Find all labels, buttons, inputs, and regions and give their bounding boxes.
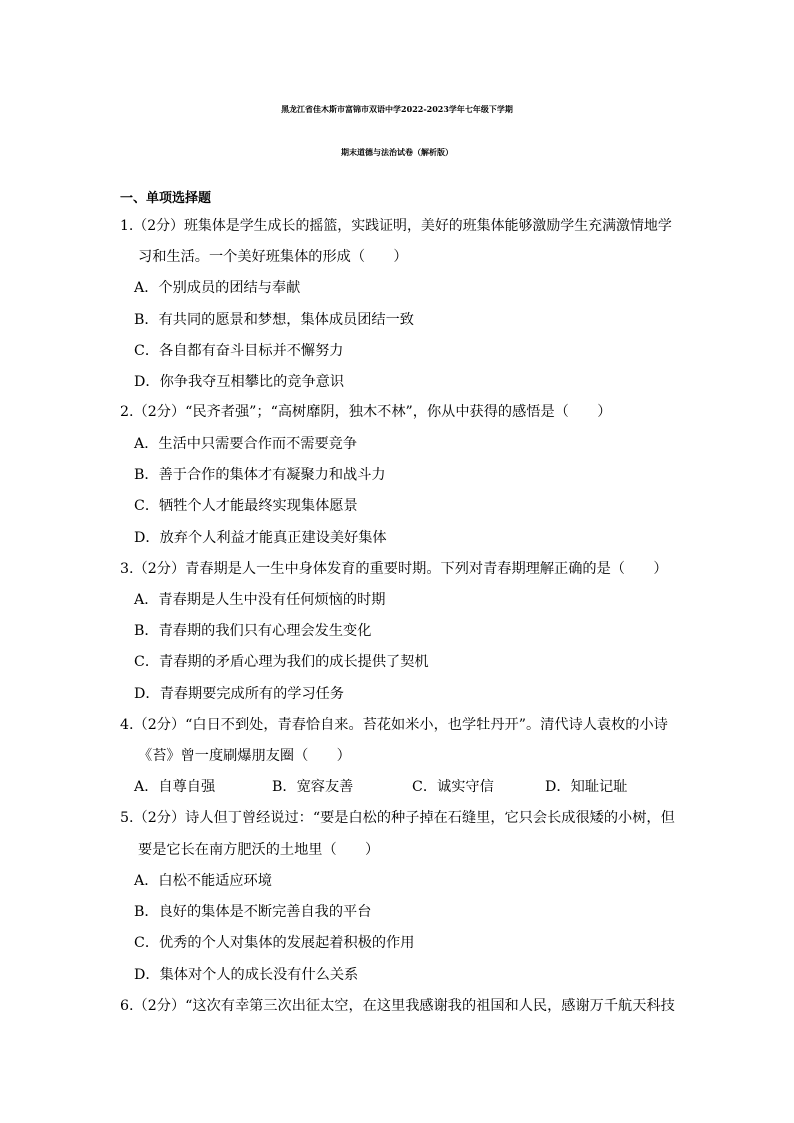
question-5-option-a: A．白松不能适应环境 (134, 873, 272, 889)
question-1-option-a: A．个别成员的团结与奉献 (134, 280, 301, 296)
question-3-stem: 3.（2分）青春期是人一生中身体发育的重要时期。下列对青春期理解正确的是（ ） (120, 561, 668, 577)
question-4-stem-continued: 《苔》曾一度刷爆朋友圈（ ） (138, 748, 351, 764)
question-5-option-c: C．优秀的个人对集体的发展起着积极的作用 (134, 935, 415, 951)
question-4-option-d: D．知耻记耻 (545, 779, 628, 795)
question-5-option-b: B．良好的集体是不断完善自我的平台 (134, 904, 372, 920)
question-2-stem: 2.（2分）“民齐者强”；“高树靡阴，独木不林”，你从中获得的感悟是（ ） (120, 404, 612, 420)
section-heading: 一、单项选择题 (120, 191, 212, 206)
question-5-stem-continued: 要是它长在南方肥沃的土地里（ ） (138, 842, 380, 858)
question-2-option-c: C．牺牲个人才能最终实现集体愿景 (134, 498, 358, 514)
exam-title-line-2: 期末道德与法治试卷（解析版） (341, 147, 453, 157)
question-1-stem: 1.（2分）班集体是学生成长的摇篮，实践证明，美好的班集体能够激励学生充满激情地学 (120, 218, 672, 234)
question-4-option-a: A．自尊自强 (134, 779, 216, 795)
question-1-option-b: B．有共同的愿景和梦想，集体成员团结一致 (134, 312, 414, 328)
question-2-option-a: A．生活中只需要合作而不需要竞争 (134, 436, 358, 452)
question-1-option-c: C．各自都有奋斗目标并不懈努力 (134, 343, 344, 359)
question-4-stem: 4.（2分）“白日不到处，青春恰自来。苔花如米小，也学牡丹开”。清代诗人袁枚的小诗 (120, 717, 668, 733)
question-1-stem-continued: 习和生活。一个美好班集体的形成（ ） (138, 249, 408, 265)
question-4-options-row (134, 777, 674, 797)
question-2-option-b: B．善于合作的集体才有凝聚力和战斗力 (134, 467, 386, 483)
question-3-option-a: A．青春期是人生中没有任何烦恼的时期 (134, 592, 386, 608)
question-5-stem: 5.（2分）诗人但丁曾经说过：“要是白松的种子掉在石缝里，它只会长成很矮的小树，但 (120, 810, 675, 826)
question-1-option-d: D．你争我夺互相攀比的竞争意识 (134, 374, 345, 390)
question-5-option-d: D．集体对个人的成长没有什么关系 (134, 967, 359, 983)
question-3-option-b: B．青春期的我们只有心理会发生变化 (134, 623, 372, 639)
question-6-stem: 6.（2分）“这次有幸第三次出征太空，在这里我感谢我的祖国和人民，感谢万千航天科技 (120, 998, 675, 1014)
question-2-option-d: D．放弃个人利益才能真正建设美好集体 (134, 530, 387, 546)
question-4-option-c: C．诚实守信 (412, 779, 494, 795)
exam-title-line-1: 黑龙江省佳木斯市富锦市双语中学2022-2023学年七年级下学期 (281, 104, 513, 114)
question-3-option-c: C．青春期的矛盾心理为我们的成长提供了契机 (134, 654, 429, 670)
question-4-option-b: B．宽容友善 (272, 779, 354, 795)
question-3-option-d: D．青春期要完成所有的学习任务 (134, 686, 345, 702)
